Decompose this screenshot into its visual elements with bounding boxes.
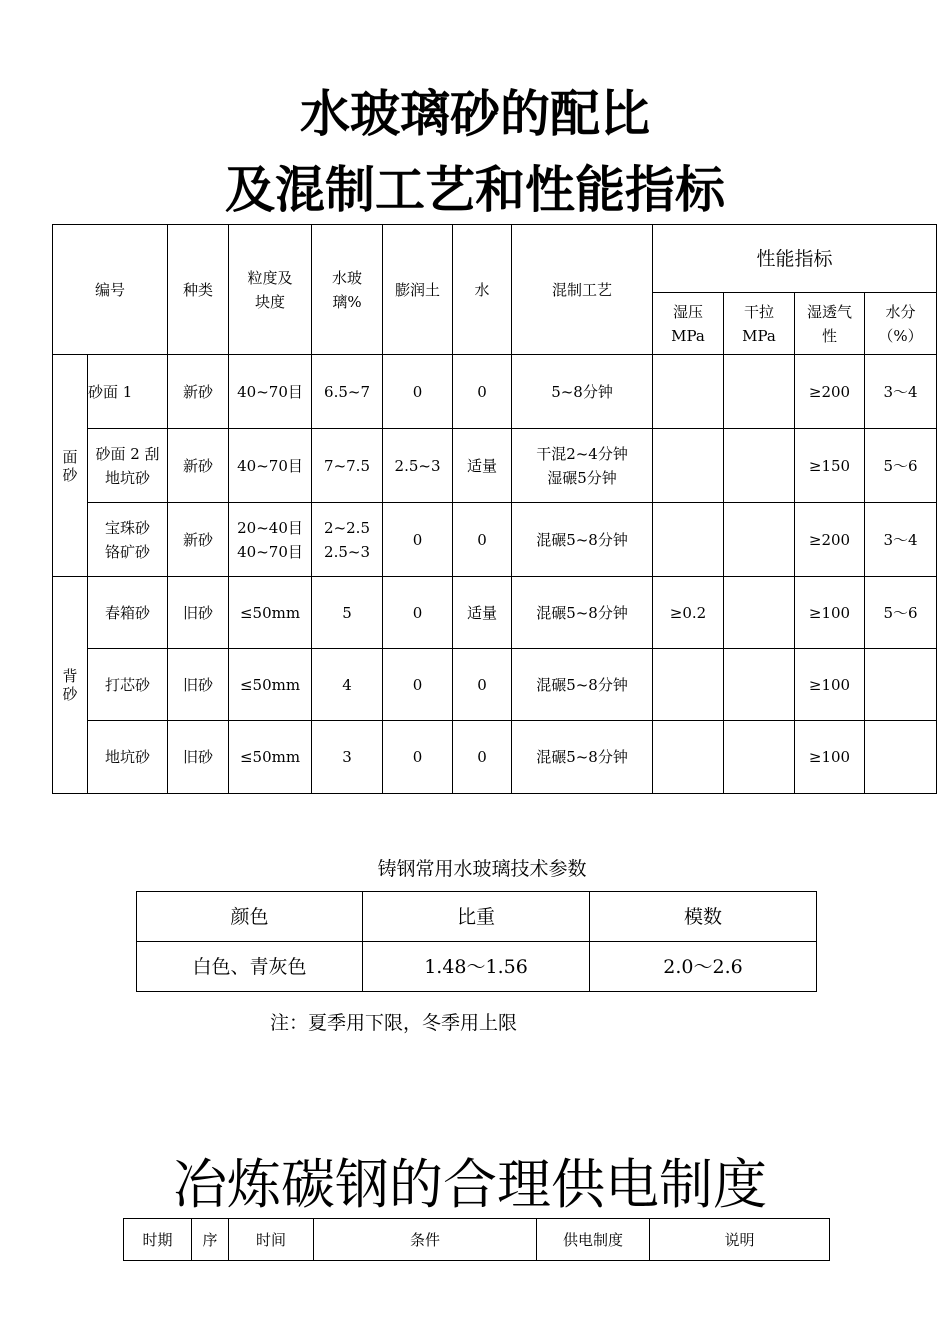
row-bentonite: 2.5~3 <box>383 429 453 503</box>
cell-modulus: 2.0～2.6 <box>590 942 817 992</box>
row-water: 0 <box>453 721 512 794</box>
table-row <box>53 721 937 794</box>
row-id: 打芯砂 <box>88 649 168 721</box>
row-water-glass: 7~7.5 <box>312 429 383 503</box>
water-glass-params-caption: 铸钢常用水玻璃技术参数 <box>377 858 587 880</box>
header-id: 编号 <box>53 225 168 355</box>
row-permeability: ≥200 <box>795 355 865 429</box>
header-condition: 条件 <box>314 1219 537 1261</box>
water-glass-params-table <box>136 891 817 992</box>
row-water-glass: 3 <box>312 721 383 794</box>
row-water: 适量 <box>453 429 512 503</box>
header-type: 种类 <box>168 225 229 355</box>
row-type: 新砂 <box>168 355 229 429</box>
header-water: 水 <box>453 225 512 355</box>
row-grain: ≤50mm <box>229 577 312 649</box>
table-row <box>53 503 937 577</box>
row-grain: ≤50mm <box>229 721 312 794</box>
header-moisture: 水分（%） <box>865 293 937 355</box>
cell-specific-gravity: 1.48～1.56 <box>363 942 590 992</box>
header-sequence: 序 <box>192 1219 229 1261</box>
header-grain: 粒度及块度 <box>229 225 312 355</box>
table-row <box>53 355 937 429</box>
row-type: 新砂 <box>168 503 229 577</box>
row-water: 0 <box>453 503 512 577</box>
row-water: 适量 <box>453 577 512 649</box>
row-id: 春箱砂 <box>88 577 168 649</box>
row-type: 旧砂 <box>168 721 229 794</box>
header-power-regime: 供电制度 <box>537 1219 650 1261</box>
row-wet-pressure <box>653 503 724 577</box>
row-dry-tensile <box>724 577 795 649</box>
row-id: 砂面 1 <box>88 355 168 429</box>
row-dry-tensile <box>724 429 795 503</box>
row-dry-tensile <box>724 503 795 577</box>
row-bentonite: 0 <box>383 503 453 577</box>
section-title-power-supply: 冶炼碳钢的合理供电制度 <box>173 1153 767 1216</box>
row-type: 旧砂 <box>168 577 229 649</box>
row-wet-pressure <box>653 649 724 721</box>
row-permeability: ≥200 <box>795 503 865 577</box>
season-note: 注：夏季用下限，冬季用上限 <box>270 1012 518 1034</box>
row-moisture: 5～6 <box>865 577 937 649</box>
header-wet-pressure: 湿压MPa <box>653 293 724 355</box>
page-title-line-1: 水玻璃砂的配比 <box>300 85 650 143</box>
row-water-glass: 5 <box>312 577 383 649</box>
row-moisture <box>865 649 937 721</box>
table-row <box>137 942 817 992</box>
row-permeability: ≥100 <box>795 577 865 649</box>
row-bentonite: 0 <box>383 577 453 649</box>
row-water: 0 <box>453 649 512 721</box>
row-wet-pressure <box>653 721 724 794</box>
row-id: 宝珠砂 铬矿砂 <box>88 503 168 577</box>
row-dry-tensile <box>724 355 795 429</box>
row-moisture <box>865 721 937 794</box>
row-bentonite: 0 <box>383 649 453 721</box>
cell-color: 白色、青灰色 <box>137 942 363 992</box>
table-row <box>53 577 937 649</box>
group-face-sand: 面砂 <box>53 355 88 577</box>
row-bentonite: 0 <box>383 721 453 794</box>
row-bentonite: 0 <box>383 355 453 429</box>
power-supply-table <box>123 1218 830 1261</box>
row-id: 地坑砂 <box>88 721 168 794</box>
header-color: 颜色 <box>137 892 363 942</box>
row-dry-tensile <box>724 721 795 794</box>
row-grain: 40~70目 <box>229 429 312 503</box>
header-water-glass: 水玻璃% <box>312 225 383 355</box>
row-type: 新砂 <box>168 429 229 503</box>
row-mixing: 混碾5~8分钟 <box>512 721 653 794</box>
header-specific-gravity: 比重 <box>363 892 590 942</box>
row-permeability: ≥100 <box>795 649 865 721</box>
header-mixing: 混制工艺 <box>512 225 653 355</box>
row-grain: 20~40目 40~70目 <box>229 503 312 577</box>
row-grain: 40~70目 <box>229 355 312 429</box>
row-mixing: 混碾5~8分钟 <box>512 649 653 721</box>
row-mixing: 混碾5~8分钟 <box>512 503 653 577</box>
row-dry-tensile <box>724 649 795 721</box>
sand-mix-table <box>52 224 937 794</box>
header-period: 时期 <box>124 1219 192 1261</box>
header-modulus: 模数 <box>590 892 817 942</box>
row-water-glass: 2~2.5 2.5~3 <box>312 503 383 577</box>
header-time: 时间 <box>229 1219 314 1261</box>
header-performance: 性能指标 <box>653 225 937 293</box>
row-type: 旧砂 <box>168 649 229 721</box>
row-wet-pressure <box>653 355 724 429</box>
header-dry-tensile: 干拉MPa <box>724 293 795 355</box>
table-row <box>53 429 937 503</box>
header-remarks: 说明 <box>650 1219 830 1261</box>
row-mixing: 5~8分钟 <box>512 355 653 429</box>
row-moisture: 3～4 <box>865 355 937 429</box>
row-water-glass: 6.5~7 <box>312 355 383 429</box>
row-grain: ≤50mm <box>229 649 312 721</box>
header-permeability: 湿透气性 <box>795 293 865 355</box>
row-moisture: 5～6 <box>865 429 937 503</box>
row-id: 砂面 2 刮地坑砂 <box>88 429 168 503</box>
page-title-line-2: 及混制工艺和性能指标 <box>225 161 725 219</box>
row-wet-pressure: ≥0.2 <box>653 577 724 649</box>
row-mixing: 混碾5~8分钟 <box>512 577 653 649</box>
row-permeability: ≥100 <box>795 721 865 794</box>
table-row <box>53 649 937 721</box>
group-back-sand: 背砂 <box>53 577 88 794</box>
row-wet-pressure <box>653 429 724 503</box>
row-mixing: 干混2~4分钟 湿碾5分钟 <box>512 429 653 503</box>
row-moisture: 3～4 <box>865 503 937 577</box>
row-permeability: ≥150 <box>795 429 865 503</box>
header-bentonite: 膨润土 <box>383 225 453 355</box>
row-water: 0 <box>453 355 512 429</box>
row-water-glass: 4 <box>312 649 383 721</box>
